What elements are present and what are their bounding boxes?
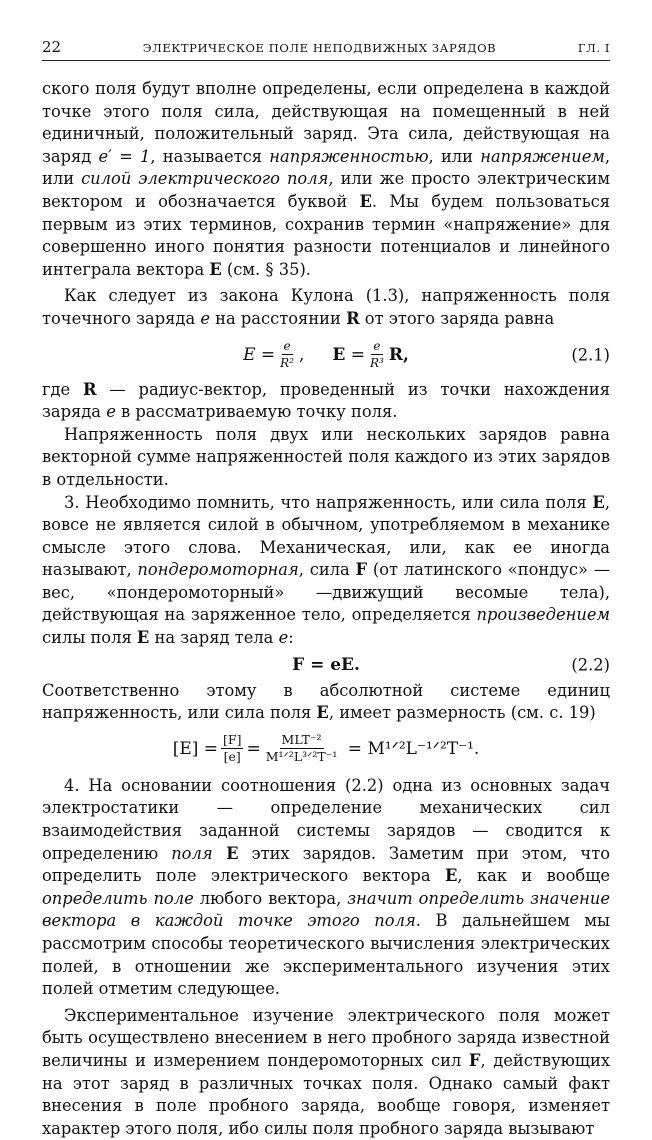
chapter-label: ГЛ. I bbox=[577, 41, 610, 55]
fraction-f-over-e: $\frac{[F]}{[e]}$ bbox=[223, 731, 242, 765]
equation-number: (2.2) bbox=[571, 655, 610, 675]
fraction-e-over-r2: $\frac{e}{\text{R²}}$ bbox=[280, 339, 294, 371]
equation-2-2: F = eE. (2.2) bbox=[292, 654, 610, 675]
equation-2-1: E = $\frac{e}{\text{R²}}$ , E = $\frac{e}{\text{R³}}$ R, (2.1) bbox=[243, 339, 610, 371]
term-sila-polya: силой электрического поля bbox=[81, 169, 329, 189]
paragraph-8: Экспериментальное изучение электрического поля может быть осуществлено внесением в него пробного заряда известной величины и измерением пондеромоторных сил F, действующих на этот заряд в различных точках поля. Однако самый факт внесения в поле пробного заряда, вообще говоря, изменяет характер этого поля, ибо силы поля пробного заряда вызывают bbox=[42, 1005, 610, 1138]
page-header bbox=[42, 38, 610, 61]
term-ponderomotornaya: пондеромоторная bbox=[137, 560, 299, 580]
equation-dimension: [E] = $\frac{[F]}{[e]}$ = $\frac{\text{MLT⁻²}}{\text{M¹ᐟ²L³ᐟ²T⁻¹}}$ = M¹ᐟ²L⁻¹ᐟ²T⁻¹. bbox=[172, 731, 480, 765]
term-napryazhennost: напряженностью bbox=[269, 146, 429, 166]
running-title: ЭЛЕКТРИЧЕСКОЕ ПОЛЕ НЕПОДВИЖНЫХ ЗАРЯДОВ bbox=[142, 41, 497, 55]
page-number: 22 bbox=[42, 38, 62, 56]
paragraph-5: 3. Необходимо помнить, что напряженность, или сила поля E, вовсе не является силой в обычном, употребляемом в механике смысле этого слова. Механическая, или, как ее иногда называют, пондеромоторная, сила F (от латинского «пондус» — вес, «пондеромоторный» —движущий весомые тела), действующая на заряженное тело, определяется произведением силы поля E на заряд тела e: bbox=[42, 492, 611, 648]
paragraph-1: ского поля будут вполне определены, если определена в каждой точке этого поля сила, действующая на помещенный в ней единичный, положительный заряд. Эта сила, действующая на заряд e′ = 1, называется напряженностью, или напряжением, или силой электрического поля, или же просто электрическим вектором и обозначается буквой E. Мы будем пользоваться первым из этих терминов, сохранив термин «напряжение» для совершенно иного понятия разности потенциалов и линейного интеграла вектора E (см. § 35). bbox=[42, 79, 611, 279]
paragraph-4: Напряженность поля двух или нескольких зарядов равна векторной сумме напряженностей поля каждого из этих зарядов в отдельности. bbox=[42, 424, 610, 489]
term-napryazhenie: напряжением bbox=[480, 146, 605, 166]
paragraph-7: 4. На основании соотношения (2.2) одна из основных задач электростатики — определение механических сил взаимодействия заданной системы зарядов — сводится к определению поля E этих зарядов. Заметим при этом, что определить поле электрического вектора E, как и вообще определить поле любого вектора, значит определить значение вектора в каждой точке этого поля. В дальнейшем мы рассмотрим способы теоретического вычисления электрических полей, в отношении же экспериментального изучения этих полей отметим следующее. bbox=[42, 775, 611, 999]
term-definition: значит определить значение вектора в каждой точке этого поля bbox=[42, 888, 611, 931]
paragraph-2: Как следует из закона Кулона (1.3), напряженность поля точечного заряда e на расстоянии R от этого заряда равна bbox=[42, 286, 610, 328]
fraction-dimension: $\frac{\text{MLT⁻²}}{\text{M¹ᐟ²L³ᐟ²T⁻¹}}$ bbox=[265, 731, 338, 765]
equation-number: (2.1) bbox=[571, 345, 610, 365]
fraction-e-over-r3: $\frac{e}{\text{R³}}$ bbox=[370, 339, 384, 371]
paragraph-3: где R — радиус-вектор, проведенный из точки нахождения заряда e в рассматриваемую точку поля. bbox=[42, 379, 610, 422]
term-proizvedeniem: произведением bbox=[476, 605, 610, 625]
page-body bbox=[42, 78, 610, 1140]
paragraph-6: Соответственно этому в абсолютной системе единиц напряженность, или сила поля E, имеет размерность (см. с. 19) bbox=[42, 680, 610, 723]
